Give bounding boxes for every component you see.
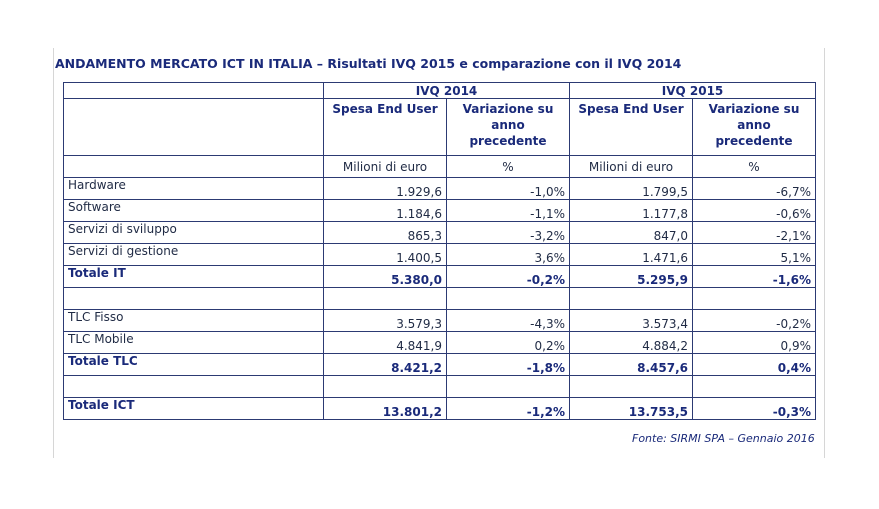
variazione-2014-value: -1,8%	[447, 354, 570, 376]
spesa-2015-value: 8.457,6	[570, 354, 693, 376]
spesa-2015-value: 13.753,5	[570, 398, 693, 420]
table-row-hardware	[64, 178, 816, 200]
header-variazione-2015: Variazione su anno precedente	[693, 99, 816, 156]
spesa-2015-value: 1.471,6	[570, 244, 693, 266]
variazione-2015-value: -0,3%	[693, 398, 816, 420]
row-label: Software	[64, 200, 324, 222]
table-row-servizi-gestione	[64, 244, 816, 266]
table-row-servizi-sviluppo	[64, 222, 816, 244]
table-row-tlc-fisso	[64, 310, 816, 332]
row-label: TLC Mobile	[64, 332, 324, 354]
spesa-2015-value: 1.799,5	[570, 178, 693, 200]
spesa-2014-value: 1.184,6	[324, 200, 447, 222]
unit-spesa-2014: Milioni di euro	[324, 156, 447, 178]
spesa-2015-value: 3.573,4	[570, 310, 693, 332]
header-variazione-2014: Variazione su anno precedente	[447, 99, 570, 156]
variazione-2014-value: -4,3%	[447, 310, 570, 332]
header-ivq-2015: IVQ 2015	[570, 83, 816, 99]
ict-market-table	[63, 82, 816, 420]
variazione-2015-value: -1,6%	[693, 266, 816, 288]
variazione-2014-value: 3,6%	[447, 244, 570, 266]
variazione-2015-value: -0,2%	[693, 310, 816, 332]
unit-variazione-2015: %	[693, 156, 816, 178]
variazione-2015-value: 0,4%	[693, 354, 816, 376]
table-row-totale-tlc	[64, 354, 816, 376]
header-empty-cell	[64, 156, 324, 178]
table-row-software	[64, 200, 816, 222]
table-row-totale-ict	[64, 398, 816, 420]
header-empty-cell	[64, 83, 324, 99]
source-note: Fonte: SIRMI SPA – Gennaio 2016	[632, 432, 815, 445]
variazione-2015-value: 0,9%	[693, 332, 816, 354]
variazione-2014-value: -1,1%	[447, 200, 570, 222]
variazione-2014-value: -0,2%	[447, 266, 570, 288]
variazione-2015-value: 5,1%	[693, 244, 816, 266]
table-row-totale-it	[64, 266, 816, 288]
table-row-tlc-mobile	[64, 332, 816, 354]
variazione-2015-value: -0,6%	[693, 200, 816, 222]
row-label: TLC Fisso	[64, 310, 324, 332]
spesa-2014-value: 1.400,5	[324, 244, 447, 266]
row-label: Hardware	[64, 178, 324, 200]
table-title: ANDAMENTO MERCATO ICT IN ITALIA – Risultati IVQ 2015 e comparazione con il IVQ 2014	[55, 56, 682, 71]
table-spacer-row	[64, 376, 816, 398]
row-label: Totale TLC	[64, 354, 324, 376]
spesa-2015-value: 847,0	[570, 222, 693, 244]
spesa-2015-value: 5.295,9	[570, 266, 693, 288]
spesa-2014-value: 1.929,6	[324, 178, 447, 200]
header-spesa-2014: Spesa End User	[324, 99, 447, 156]
spesa-2015-value: 4.884,2	[570, 332, 693, 354]
variazione-2014-value: 0,2%	[447, 332, 570, 354]
row-label: Totale ICT	[64, 398, 324, 420]
header-spesa-2015: Spesa End User	[570, 99, 693, 156]
row-label: Servizi di sviluppo	[64, 222, 324, 244]
variazione-2014-value: -3,2%	[447, 222, 570, 244]
spesa-2014-value: 5.380,0	[324, 266, 447, 288]
row-label: Servizi di gestione	[64, 244, 324, 266]
spesa-2014-value: 4.841,9	[324, 332, 447, 354]
table-spacer-row	[64, 288, 816, 310]
variazione-2015-value: -2,1%	[693, 222, 816, 244]
unit-variazione-2014: %	[447, 156, 570, 178]
variazione-2015-value: -6,7%	[693, 178, 816, 200]
unit-spesa-2015: Milioni di euro	[570, 156, 693, 178]
spesa-2014-value: 3.579,3	[324, 310, 447, 332]
variazione-2014-value: -1,0%	[447, 178, 570, 200]
spesa-2015-value: 1.177,8	[570, 200, 693, 222]
header-ivq-2014: IVQ 2014	[324, 83, 570, 99]
spesa-2014-value: 8.421,2	[324, 354, 447, 376]
row-label: Totale IT	[64, 266, 324, 288]
spesa-2014-value: 865,3	[324, 222, 447, 244]
spesa-2014-value: 13.801,2	[324, 398, 447, 420]
header-empty-cell	[64, 99, 324, 156]
variazione-2014-value: -1,2%	[447, 398, 570, 420]
